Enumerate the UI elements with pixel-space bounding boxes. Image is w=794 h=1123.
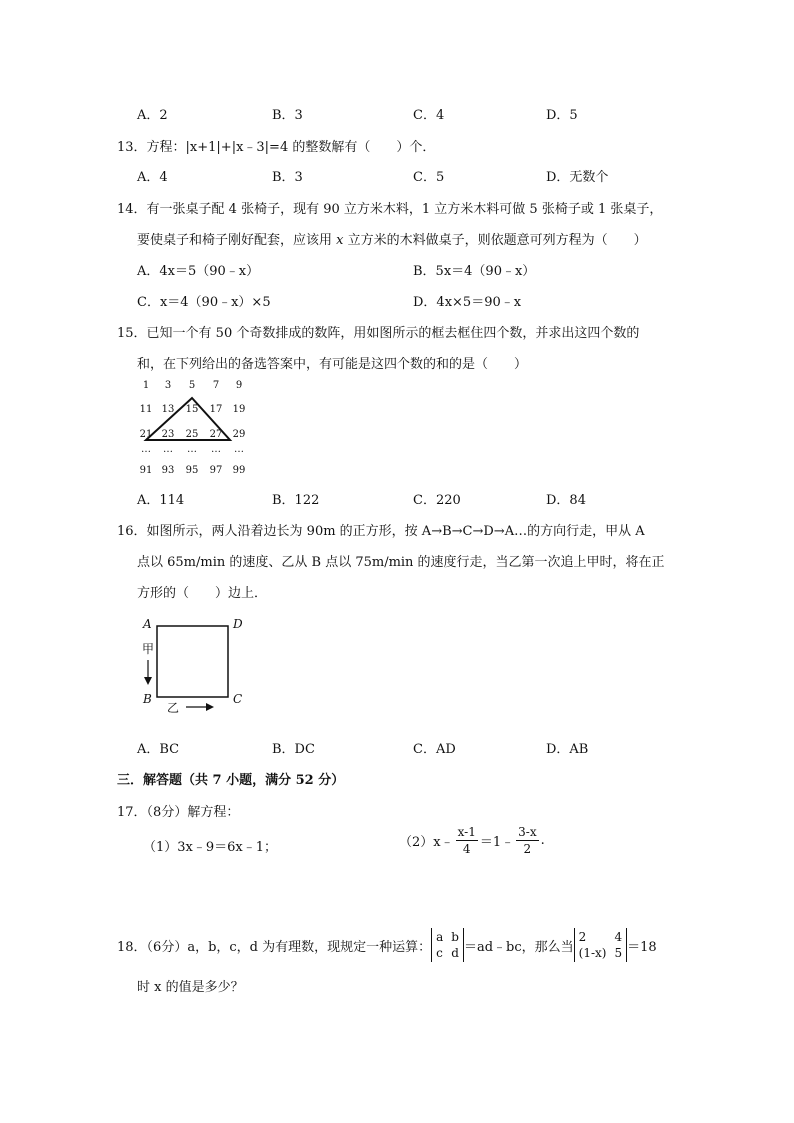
vertex-label-d: D [233, 617, 243, 631]
grid-cell: 19 [232, 404, 246, 415]
q17-part2-end: . [540, 833, 545, 848]
q17-part1: （1）3x﹣9＝6x﹣1； [143, 840, 278, 855]
q14-line2-pre: 要使桌子和椅子刚好配套，应该用 [137, 233, 337, 248]
grid-cell: … [211, 444, 221, 455]
q14-option-a: A．4x＝5（90﹣x） [137, 264, 260, 279]
grid-cell: … [141, 444, 151, 455]
det1-r1c2: b [451, 930, 459, 944]
q14-line2-post: 立方米的木料做桌子，则依题意可列方程为（ ） [343, 233, 647, 248]
q13-option-c: C．5 [413, 170, 445, 185]
grid-cell: 3 [164, 380, 172, 391]
grid-cell: 15 [185, 404, 199, 415]
grid-cell: 11 [139, 404, 153, 415]
fraction-2-denominator: 2 [523, 842, 532, 856]
grid-cell: … [234, 444, 244, 455]
grid-cell: 17 [209, 404, 223, 415]
square-path-figure [140, 615, 255, 715]
fraction-1-denominator: 4 [462, 842, 471, 856]
grid-cell: 23 [161, 429, 175, 440]
q13-stem: 13．方程：|x+1|+|x﹣3|=4 的整数解有（ ）个． [117, 140, 436, 155]
section-title: 三．解答题（共 7 小题，满分 52 分） [117, 773, 345, 788]
q15-option-b: B．122 [272, 493, 320, 508]
grid-cell: 95 [185, 465, 199, 476]
q12-option-c: C．4 [413, 108, 445, 123]
det2-r2c2: 5 [614, 946, 623, 960]
q18-line1 [117, 928, 657, 962]
grid-cell: 5 [188, 380, 196, 391]
q16-stem-line3: 方形的（ ）边上． [137, 586, 268, 601]
grid-cell: 1 [142, 380, 150, 391]
grid-cell: 93 [161, 465, 175, 476]
q14-stem-line1: 14．有一张桌子配 4 张椅子，现有 90 立方米木料，1 立方米木料可做 5 张椅子或 1 张桌子， [117, 202, 663, 217]
q17-part2-mid: ＝1﹣ [479, 835, 515, 850]
q15-stem-line1: 15．已知一个有 50 个奇数排成的数阵，用如图所示的框去框住四个数，并求出这四个数的 [117, 326, 640, 341]
grid-cell: … [187, 444, 197, 455]
q14-option-d: D．4x×5＝90﹣x [413, 295, 522, 310]
q13-option-a: A．4 [137, 170, 168, 185]
fraction-1 [456, 824, 478, 857]
q14-option-b: B．5x＝4（90﹣x） [413, 264, 536, 279]
grid-cell: 27 [209, 429, 223, 440]
determinant-numeric [574, 928, 627, 962]
person-yi-label: 乙 [167, 701, 180, 715]
triangle-frame [134, 378, 254, 482]
q16-option-d: D．AB [546, 742, 589, 757]
det2-r1c2: 4 [614, 930, 623, 944]
q18-pre: 18．（6分）a，b，c，d 为有理数，现规定一种运算： [117, 939, 432, 955]
odd-number-grid-figure [134, 378, 254, 482]
q12-option-b: B．3 [272, 108, 303, 123]
q15-option-a: A．114 [137, 493, 185, 508]
q17-part2 [399, 824, 545, 857]
q18-line2: 时 x 的值是多少？ [137, 980, 244, 995]
q18-mid: ＝ad﹣bc，那么当 [463, 939, 574, 955]
q17-part2-pre: （2）x﹣ [399, 835, 454, 850]
q14-stem-line2 [137, 229, 647, 248]
det1-r1c1: a [436, 930, 444, 944]
fraction-2 [516, 824, 538, 857]
fraction-2-numerator: 3-x [518, 825, 537, 839]
q14-option-c: C．x＝4（90﹣x）×5 [137, 295, 271, 310]
q15-stem-line2: 和，在下列给出的备选答案中，有可能是这四个数的和的是（ ） [137, 357, 528, 372]
q16-stem-line1: 16．如图所示，两人沿着边长为 90m 的正方形，按 A→B→C→D→A…的方向行走，甲从 A [117, 524, 645, 539]
grid-cell: 21 [139, 429, 153, 440]
fraction-1-numerator: x-1 [457, 825, 476, 839]
grid-cell: 97 [209, 465, 223, 476]
person-jia-label: 甲 [142, 642, 155, 656]
determinant-abcd [431, 928, 464, 962]
grid-cell: … [163, 444, 173, 455]
q17-stem: 17．（8分）解方程： [117, 805, 240, 820]
det2-r1c1: 2 [578, 930, 587, 944]
vertex-label-c: C [233, 692, 243, 706]
det1-r2c2: d [451, 946, 459, 960]
q15-option-c: C．220 [413, 493, 461, 508]
q18-end: ＝18 [627, 939, 657, 955]
vertex-label-b: B [143, 692, 152, 706]
q16-option-b: B．DC [272, 742, 315, 757]
q14-line2-var: x [336, 233, 344, 248]
det1-r2c1: c [436, 946, 443, 960]
grid-cell: 7 [212, 380, 220, 391]
q13-option-b: B．3 [272, 170, 303, 185]
grid-cell: 99 [232, 465, 246, 476]
grid-cell: 29 [232, 429, 246, 440]
q16-option-c: C．AD [413, 742, 456, 757]
grid-cell: 13 [161, 404, 175, 415]
q15-option-d: D．84 [546, 493, 586, 508]
q16-stem-line2: 点以 65m/min 的速度、乙从 B 点以 75m/min 的速度行走，当乙第一次追上甲时，将在正 [137, 555, 665, 570]
q13-option-d: D．无数个 [546, 170, 609, 185]
q12-option-a: A．2 [137, 108, 168, 123]
grid-cell: 9 [235, 380, 243, 391]
grid-cell: 25 [185, 429, 199, 440]
vertex-label-a: A [143, 617, 152, 631]
q16-option-a: A．BC [137, 742, 180, 757]
q12-option-d: D．5 [546, 108, 578, 123]
grid-cell: 91 [139, 465, 153, 476]
det2-r2c1: (1-x) [578, 946, 607, 960]
